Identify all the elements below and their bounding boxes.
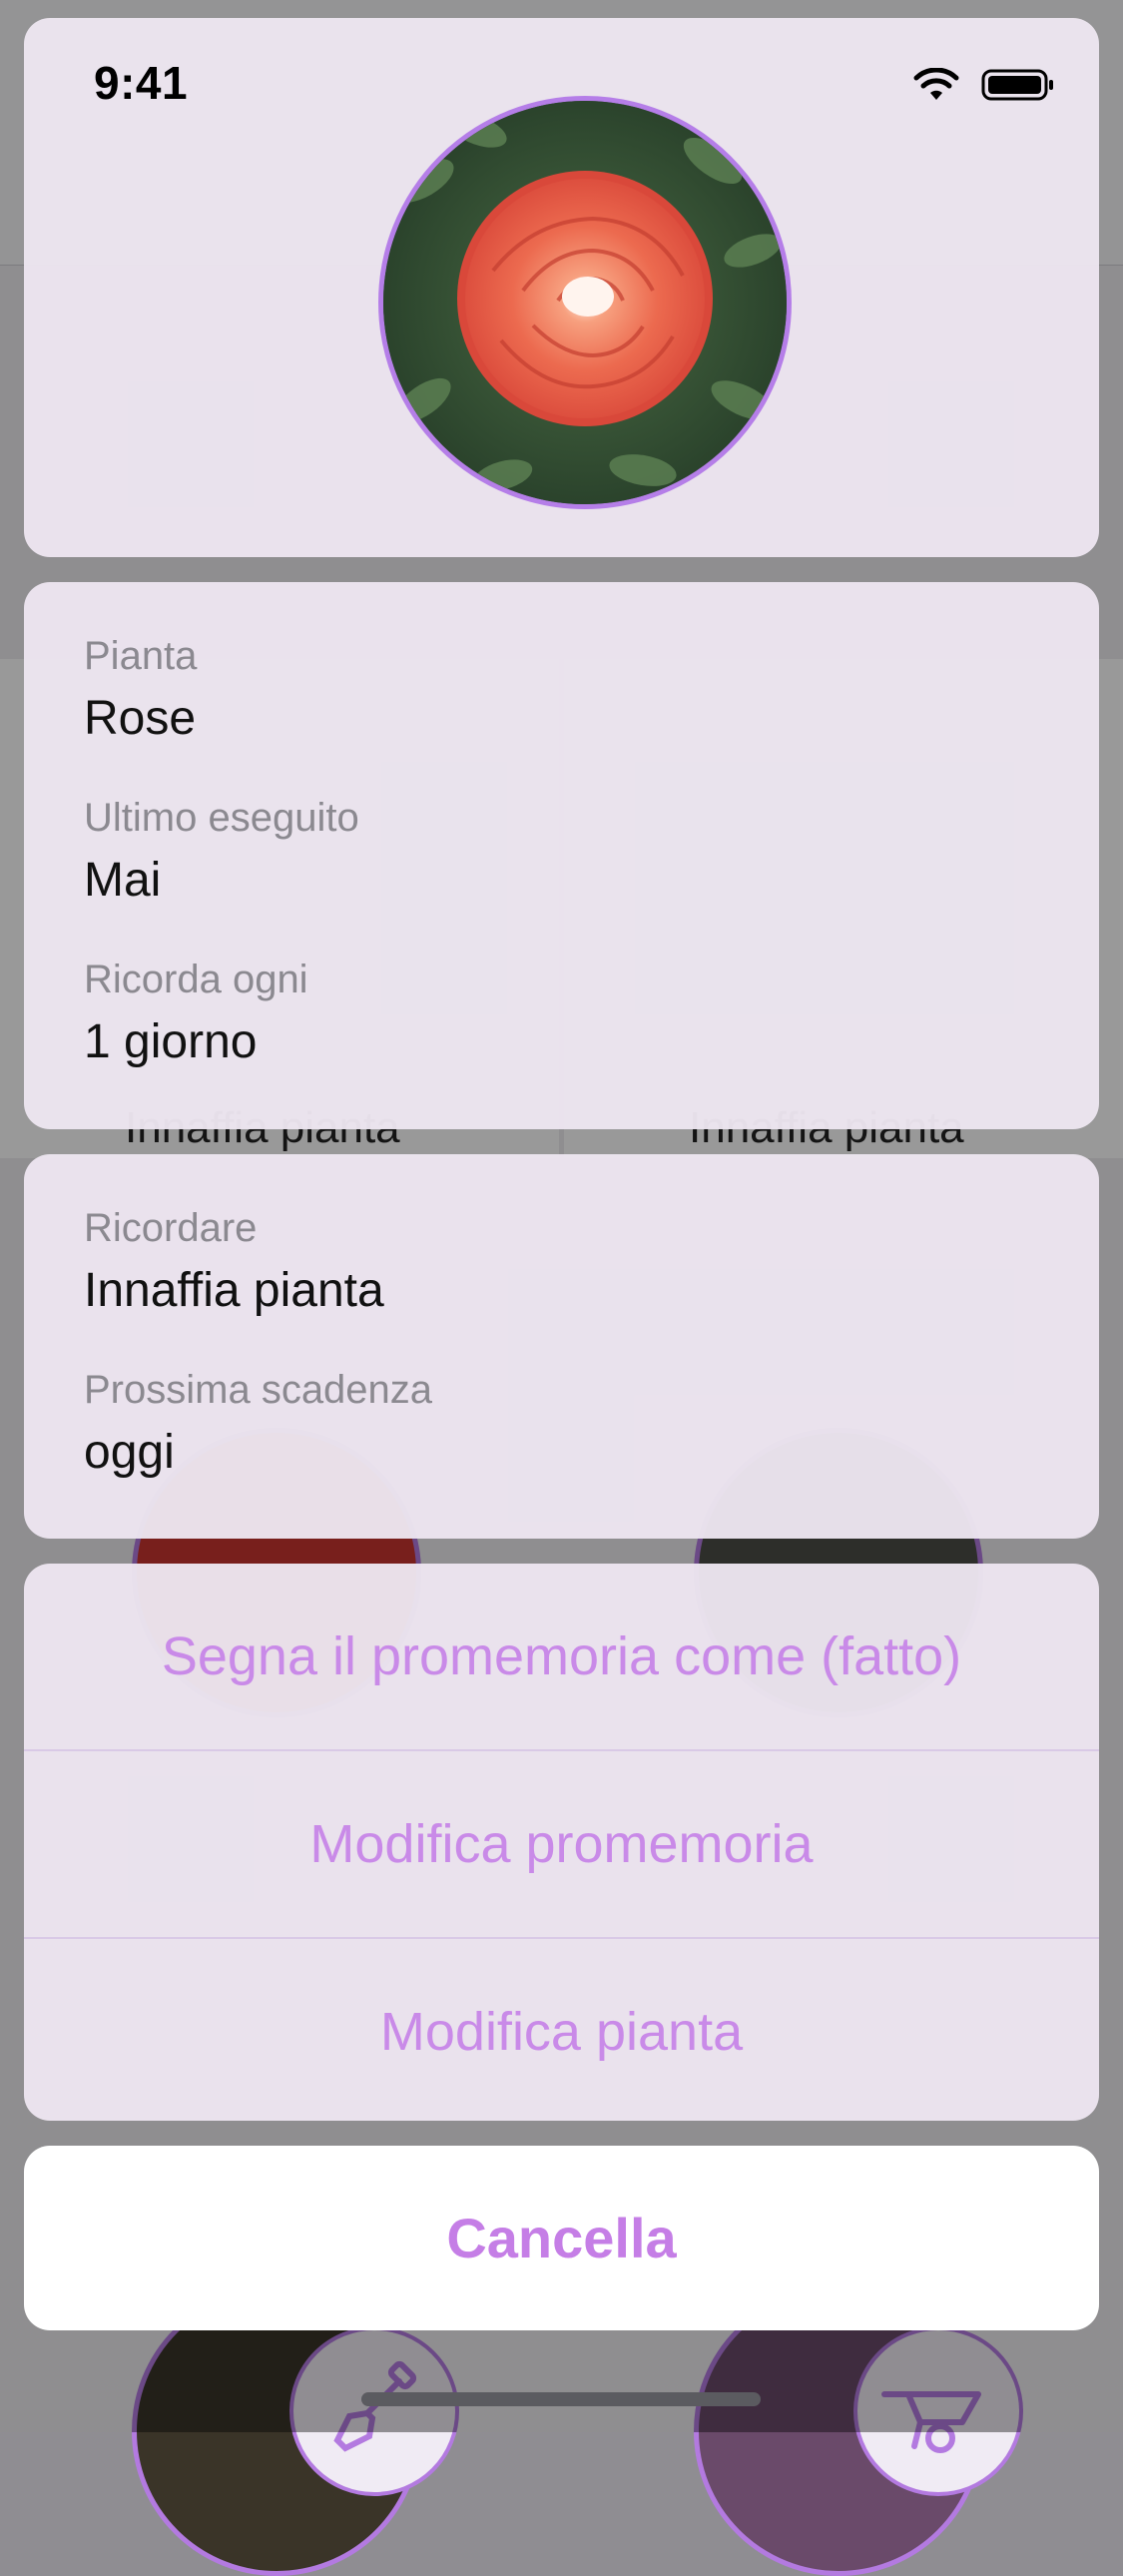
reminder-info-panel [24,1154,1099,1539]
status-bar-icons [913,68,1055,107]
edit-plant-button[interactable]: Modifica pianta [24,1939,1099,2121]
reminder-label: Ricordare [84,1206,258,1250]
plant-photo [378,96,792,509]
plant-info-panel [24,582,1099,1129]
plant-name-value: Rose [84,692,197,745]
home-indicator[interactable] [361,2392,761,2406]
last-done-label: Ultimo eseguito [84,796,359,840]
mark-done-button[interactable]: Segna il promemoria come (fatto) [24,1564,1099,1749]
last-done-value: Mai [84,854,162,907]
reminder-value: Innaffia pianta [84,1264,384,1317]
next-due-value: oggi [84,1426,175,1479]
remind-every-label: Ricorda ogni [84,958,308,1001]
status-bar-time: 9:41 [94,57,189,109]
wifi-icon [913,68,959,107]
remind-every-value: 1 giorno [84,1015,258,1068]
plant-header-panel [24,18,1099,557]
next-due-label: Prossima scadenza [84,1368,433,1412]
actions-panel [24,1564,1099,2121]
next-due-field [84,1366,1099,1484]
plant-name-label: Pianta [84,634,198,678]
edit-reminder-button[interactable]: Modifica promemoria [24,1751,1099,1937]
remind-every-field [84,956,1099,1073]
reminder-field [84,1204,1099,1322]
battery-icon [981,68,1055,107]
cancel-button[interactable]: Cancella [24,2146,1099,2330]
last-done-field [84,794,1099,912]
plant-name-field [84,632,1099,750]
